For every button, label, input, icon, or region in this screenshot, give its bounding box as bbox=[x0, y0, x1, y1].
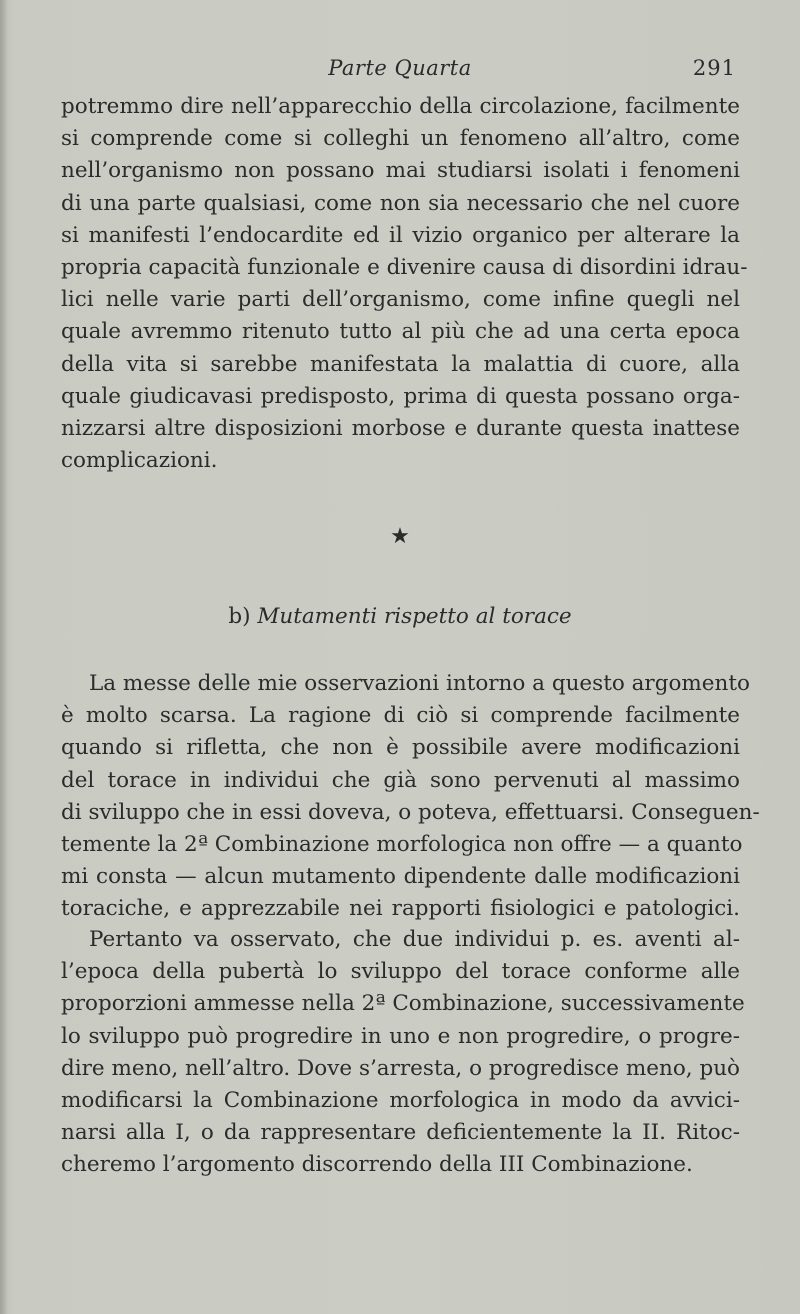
text-line: di sviluppo che in essi doveva, o poteva, effettuarsi. Conseguen- bbox=[61, 799, 760, 825]
text-line: Pertanto va osservato, che due individui p. es. aventi al- bbox=[89, 927, 740, 952]
text-line: si manifesti l’endocardite ed il vizio organico per alterare la bbox=[61, 222, 740, 248]
paragraph-3 bbox=[61, 924, 745, 1182]
text-line: quando si rifletta, che non è possibile avere modificazioni bbox=[61, 735, 740, 761]
text-line: si comprende come si colleghi un fenomeno all’altro, come bbox=[61, 126, 740, 152]
page-number: 291 bbox=[692, 56, 736, 80]
text-line: modificarsi la Combinazione morfologica in modo da avvici- bbox=[61, 1088, 740, 1114]
paragraph-2 bbox=[61, 668, 760, 926]
text-line: potremmo dire nell’apparecchio della circolazione, facilmente bbox=[61, 94, 740, 119]
page-edge-shadow bbox=[0, 0, 8, 1314]
text-line: della vita si sarebbe manifestata la malattia di cuore, alla bbox=[61, 351, 740, 377]
text-line: proporzioni ammesse nella 2ª Combinazione, successivamente bbox=[61, 991, 745, 1017]
text-line: propria capacità funzionale e divenire causa di disordini idrau- bbox=[61, 255, 748, 281]
text-line: temente la 2ª Combinazione morfologica non offre — a quanto bbox=[61, 832, 743, 858]
text-line: quale giudicavasi predisposto, prima di questa possano orga- bbox=[61, 383, 740, 409]
text-line: narsi alla I, o da rappresentare deficientemente la II. Ritoc- bbox=[61, 1120, 740, 1146]
section-marker: b) bbox=[228, 604, 251, 629]
paragraph-1 bbox=[61, 91, 748, 477]
running-title: Parte Quarta bbox=[328, 56, 472, 80]
running-head bbox=[60, 56, 740, 88]
text-line: complicazioni. bbox=[61, 448, 218, 474]
text-line: dire meno, nell’altro. Dove s’arresta, o progredisce meno, può bbox=[61, 1055, 740, 1081]
text-line: quale avremmo ritenuto tutto al più che ad una certa epoca bbox=[61, 319, 740, 345]
text-line: di una parte qualsiasi, come non sia necessario che nel cuore bbox=[61, 190, 740, 216]
text-line: nizzarsi altre disposizioni morbose e durante questa inattese bbox=[61, 416, 740, 442]
text-line: La messe delle mie osservazioni intorno a questo argomento bbox=[89, 671, 750, 696]
section-heading bbox=[60, 604, 740, 629]
text-line: toraciche, e apprezzabile nei rapporti fisiologici e patologici. bbox=[61, 896, 740, 922]
section-title: Mutamenti rispetto al torace bbox=[257, 604, 572, 629]
text-line: cheremo l’argomento discorrendo della III Combinazione. bbox=[61, 1152, 693, 1178]
text-line: del torace in individui che già sono pervenuti al massimo bbox=[61, 767, 740, 793]
text-line: è molto scarsa. La ragione di ciò si comprende facilmente bbox=[61, 703, 740, 729]
text-line: lo sviluppo può progredire in uno e non progredire, o progre- bbox=[61, 1023, 740, 1049]
text-line: nell’organismo non possano mai studiarsi isolati i fenomeni bbox=[61, 158, 740, 184]
text-line: lici nelle varie parti dell’organismo, come infine quegli nel bbox=[61, 287, 740, 313]
text-line: l’epoca della pubertà lo sviluppo del torace conforme alle bbox=[61, 959, 740, 985]
section-separator-star: ★ bbox=[390, 524, 410, 549]
text-line: mi consta — alcun mutamento dipendente dalle modificazioni bbox=[61, 864, 740, 890]
